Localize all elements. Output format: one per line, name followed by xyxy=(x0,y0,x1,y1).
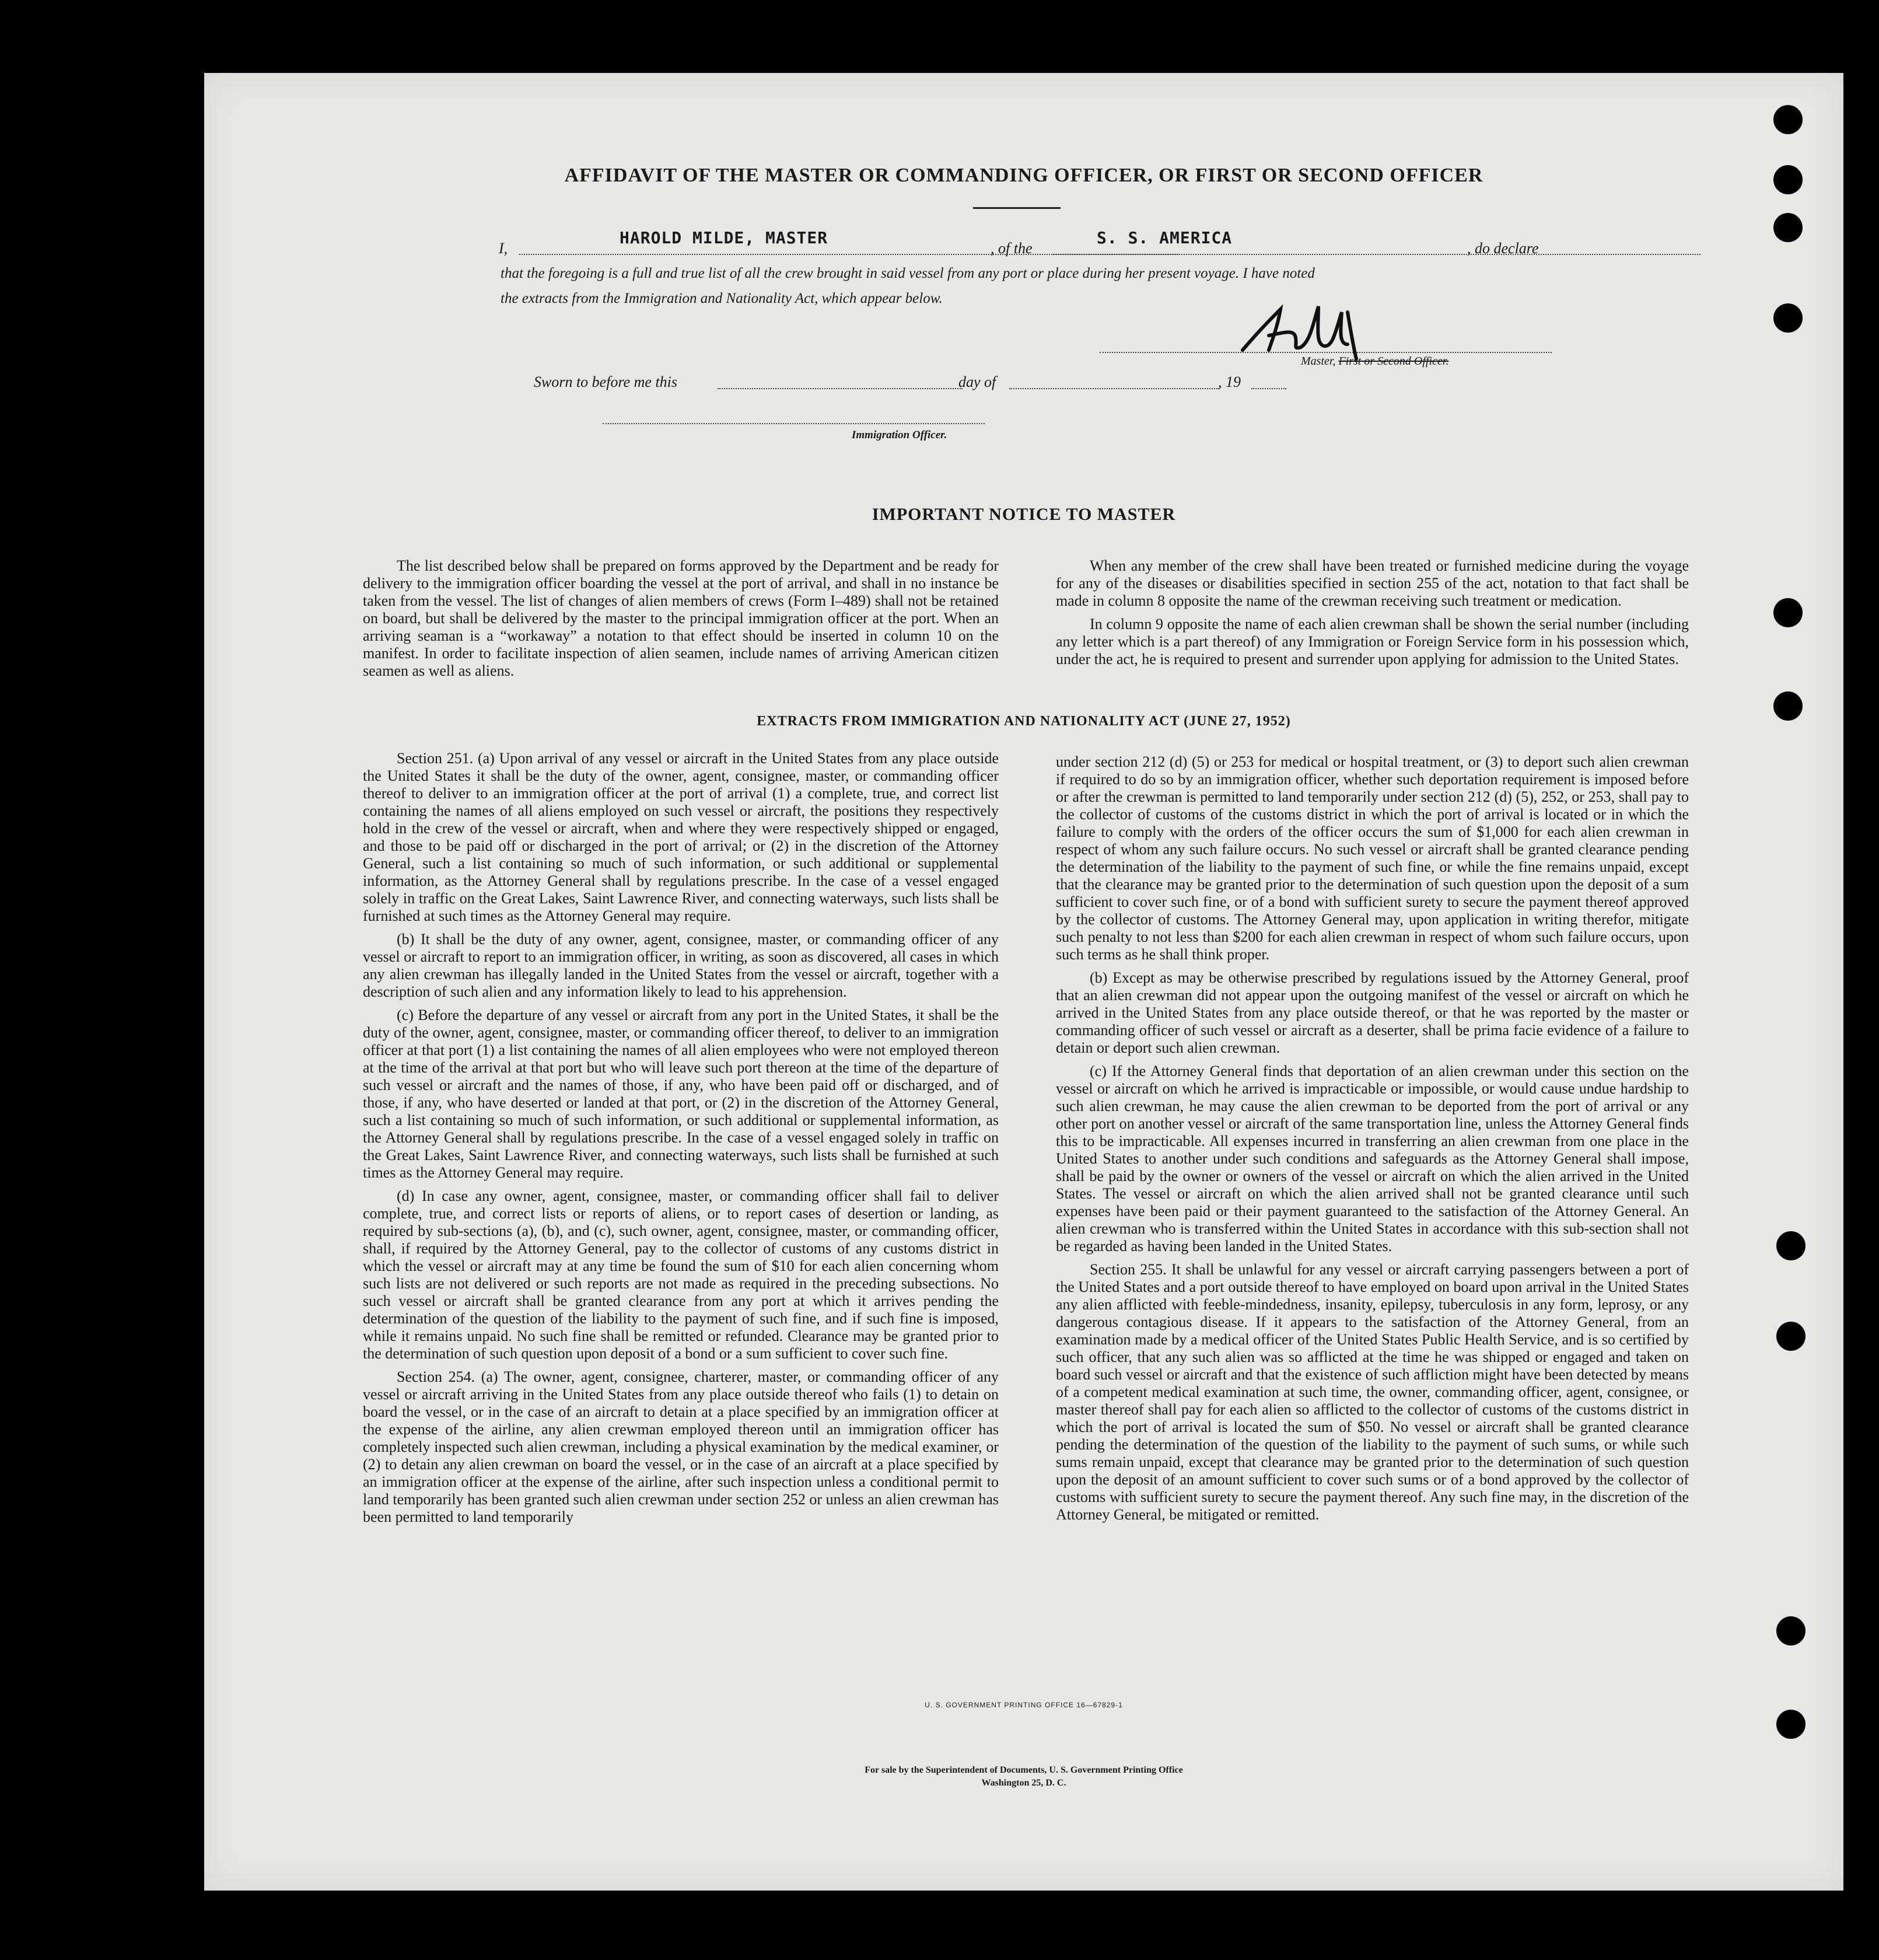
statement-line-2: the extracts from the Immigration and Nationality Act, which appear below. xyxy=(501,291,943,306)
punch-hole xyxy=(1773,105,1803,134)
punch-hole xyxy=(1776,1231,1805,1260)
master-name: HAROLD MILDE, MASTER xyxy=(620,228,828,247)
punch-hole xyxy=(1773,213,1803,242)
officer-signature-line xyxy=(603,423,985,424)
notice-right-paragraph-1: When any member of the crew shall have been treated or furnished medicine during the voyage for any of the diseases or disabilities specified in section 255 of the act, notation to that fact shall be made in column 8 opposite the name of the crewman receiving such treatment or medication. xyxy=(1056,557,1689,609)
title-rule xyxy=(973,207,1061,209)
signature-caption: Master, First or Second Officer. xyxy=(1301,355,1449,368)
do-declare-label: , do declare xyxy=(1467,240,1539,257)
section-254-a: Section 254. (a) The owner, agent, consignee, charterer, master, or commanding officer of any vessel or aircraft arriving in the United States from any place outside thereof who fails (1) to detain on board the vessel, or in the case of an aircraft to detain at a place specified by an immigration officer at the expense of the airline, any alien crewman employed thereon until an immigration officer has completely inspected such alien crewman, including a physical examination by the medical examiner, or (2) to detain any alien crewman on board the vessel, or in the case of an aircraft at a place specified by an immigration officer at the expense of the airline, after such inspection unless a conditional permit to land temporarily has been granted such alien crewman under section 252 or unless an alien crewman has been permitted to land temporarily xyxy=(363,1368,999,1525)
sworn-year-line xyxy=(1251,388,1286,389)
sworn-label: Sworn to before me this xyxy=(534,373,678,390)
printer-line: U. S. GOVERNMENT PRINTING OFFICE 16—67829-1 xyxy=(925,1701,1123,1709)
notice-left-column xyxy=(363,557,999,686)
section-251-c: (c) Before the departure of any vessel or aircraft from any port in the United States, it shall be the duty of the owner, agent, consignee, master, or commanding officer thereof, to deliver to an immigration officer at that port (1) a list containing the names of all alien employees who were not employed thereon at the time of the arrival at that port but who will leave such port thereon at the time of the departure of such vessel or aircraft and the names of those, if any, who have been paid off or discharged, and of those, if any, who have deserted or landed at that port, or (2) in the discretion of the Attorney General, such a list containing so much of such information, or such additional or supplemental information, as the Attorney General shall by regulations prescribe. In the case of a vessel engaged solely in traffic on the Great Lakes, Saint Lawrence River, and connecting waterways, such lists shall be furnished at such times as the Attorney General may require. xyxy=(363,1007,999,1181)
of-the-label: , of the xyxy=(991,240,1033,257)
notice-left-paragraph: The list described below shall be prepared on forms approved by the Department and be ready for delivery to the immigration officer boarding the vessel at the port of arrival, and shall in no instance be taken from the vessel. The list of changes of alien members of crews (Form I–489) shall not be retained on board, but shall be delivered by the master to the principal immigration officer at the port. When an arriving seaman is a “workaway” a notation to that effect should be inserted in column 10 on the manifest. In order to facilitate inspection of alien seamen, include names of arriving American citizen seamen as well as aliens. xyxy=(363,557,999,679)
form-page xyxy=(204,73,1843,1891)
vessel-name: S. S. AMERICA xyxy=(1097,228,1233,247)
section-251-a: Section 251. (a) Upon arrival of any vessel or aircraft in the United States from any place outside the United States it shall be the duty of the owner, agent, consignee, master, or commanding officer thereof to deliver to an immigration officer at the port of arrival (1) a complete, true, and correct list containing the names of all aliens employed on such vessel or aircraft, the positions they respectively hold in the crew of the vessel or aircraft, when and where they were respectively shipped or engaged, and those to be paid off or discharged in the port of arrival; or (2) in the discretion of the Attorney General, such a list containing so much of such information, or such additional or supplemental information, as the Attorney General shall by regulations prescribe. In the case of a vessel engaged solely in traffic on the Great Lakes, Saint Lawrence River, and connecting waterways, such lists shall be furnished at such times as the Attorney General may require. xyxy=(363,750,999,924)
punch-hole xyxy=(1773,691,1803,721)
notice-title: IMPORTANT NOTICE TO MASTER xyxy=(872,505,1176,524)
section-254-c: (c) If the Attorney General finds that deportation of an alien crewman under this section on the vessel or aircraft on which he arrived is impracticable or impossible, or would cause undue hardship to such alien crewman, he may cause the alien crewman to be deported from the port of arrival or any other port on another vessel or aircraft of the same transportation line, unless the Attorney General finds this to be impracticable. All expenses incurred in transferring an alien crewman from one place in the United States to another under such conditions and safeguards as the Attorney General shall impose, shall be paid by the owner or owners of the vessel or aircraft on which the alien arrived in the United States. The vessel or aircraft on which the alien arrived shall not be granted clearance until such expenses have been paid or their payment guaranteed to the satisfaction of the Attorney General. An alien crewman who is transferred within the United States in accordance with this sub-section shall not be regarded as having been landed in the United States. xyxy=(1056,1063,1689,1255)
section-254-a-cont: under section 212 (d) (5) or 253 for medical or hospital treatment, or (3) to deport such alien crewman if required to do so by an immigration officer, whether such deportation requirement is imposed before or after the crewman is permitted to land temporarily under section 212 (d) (5), 252, or 253, shall pay to the collector of customs of the customs district in which the port of arrival is located or in which the failure to comply with the orders of the officer occurs the sum of $1,000 for each alien crewman in respect of whom any such failure occurs. No such vessel or aircraft shall be granted clearance pending the determination of the liability to the payment of such fine, or while the fine remains unpaid, except that the clearance may be granted prior to the determination of such question upon the deposit of a sum sufficient to cover such fine, or of a bond with sufficient surety to secure the payment thereof approved by the collector of customs. The Attorney General may, upon application in writing therefor, mitigate such penalty to not less than $200 for each alien crewman in respect of whom such failure occurs, upon such terms as he shall think proper. xyxy=(1056,753,1689,963)
signature-scrawl xyxy=(1237,295,1388,365)
punch-hole xyxy=(1776,1710,1805,1739)
extracts-title: EXTRACTS FROM IMMIGRATION AND NATIONALITY ACT (JUNE 27, 1952) xyxy=(757,714,1291,729)
notice-right-column xyxy=(1056,557,1689,674)
prefix-i: I, xyxy=(499,240,508,257)
vessel-line xyxy=(1053,254,1700,255)
punch-hole xyxy=(1773,598,1803,627)
officer-caption: Immigration Officer. xyxy=(852,429,947,441)
section-251-d: (d) In case any owner, agent, consignee, master, or commanding officer shall fail to deliver complete, true, and correct lists or reports of aliens, or to report cases of desertion or landing, as required by sub-sections (a), (b), and (c), such owner, agent, consignee, master, or commanding officer, shall, if required by the Attorney General, pay to the collector of customs of any customs district in which the vessel or aircraft may at any time be found the sum of $10 for each alien concerning whom such lists are not delivered or such reports are not made as required in the preceding subsections. No such vessel or aircraft shall be granted clearance from any port at which it arrives pending the determination of the question of the liability to the payment of such fine, and if such fine is imposed, while it remains unpaid. No such fine shall be remitted or refunded. Clearance may be granted prior to the determination of such question upon deposit of a bond or a sum sufficient to cover such fine. xyxy=(363,1187,999,1362)
notice-right-paragraph-2: In column 9 opposite the name of each alien crewman shall be shown the serial number (including any letter which is a part thereof) of any Immigration or Foreign Service form in his possession which, under the act, he is required to present and surrender upon applying for admission to the United States. xyxy=(1056,616,1689,668)
year-prefix: , 19 xyxy=(1218,373,1241,390)
sale-line-1: For sale by the Superintendent of Documents, U. S. Government Printing Office xyxy=(865,1765,1183,1775)
extracts-right-column xyxy=(1056,753,1689,1529)
extracts-left-column xyxy=(363,750,999,1532)
punch-hole xyxy=(1776,1322,1805,1351)
sworn-day-line xyxy=(718,388,963,389)
section-255: Section 255. It shall be unlawful for any vessel or aircraft carrying passengers between a port of the United States and a port outside thereof to have employed on board upon arrival in the United States any alien afflicted with feeble-mindedness, insanity, epilepsy, tuberculosis in any form, leprosy, or any dangerous contagious disease. If it appears to the satisfaction of the Attorney General, from an examination made by a medical officer of the United States Public Health Service, and is so certified by such officer, that any such alien was so afflicted at the time he was shipped or engaged and taken on board such vessel or aircraft and that the existence of such affliction might have been detected by means of a competent medical examination at such time, the owner, commanding officer, agent, consignee, or master thereof shall pay for each alien so afflicted to the collector of customs of the customs district in which the port of arrival is located the sum of $50. No vessel or aircraft shall be granted clearance pending the determination of the question of the liability to the payment of such sums, or while such sums remain unpaid, except that clearance may be granted prior to the determination of such question upon the deposit of an amount sufficient to cover such sums or of a bond approved by the collector of customs with sufficient surety to secure the payment thereof. Any such fine may, in the discretion of the Attorney General, be mitigated or remitted. xyxy=(1056,1261,1689,1523)
punch-hole xyxy=(1773,165,1803,194)
punch-hole xyxy=(1773,303,1803,333)
punch-hole xyxy=(1776,1616,1805,1645)
day-of-label: day of xyxy=(958,373,996,390)
section-251-b: (b) It shall be the duty of any owner, agent, consignee, master, or commanding officer of any vessel or aircraft to report to an immigration officer, in writing, as soon as discovered, all cases in which any alien crewman has illegally landed in the United States from the vessel or aircraft, together with a description of such alien and any information likely to lead to his apprehension. xyxy=(363,931,999,1000)
sworn-month-line xyxy=(1009,388,1219,389)
section-254-b: (b) Except as may be otherwise prescribed by regulations issued by the Attorney General, proof that an alien crewman did not appear upon the outgoing manifest of the vessel or aircraft on which he arrived in the United States from any place outside thereof, or that he was reported by the master or commanding officer of such vessel or aircraft as a deserter, shall be prima facie evidence of a failure to detain or deport such alien crewman. xyxy=(1056,969,1689,1056)
statement-line-1: that the foregoing is a full and true list of all the crew brought in said vessel from any port or place during her present voyage. I have noted xyxy=(501,265,1315,281)
sale-line-2: Washington 25, D. C. xyxy=(981,1778,1066,1788)
affidavit-title: AFFIDAVIT OF THE MASTER OR COMMANDING OFFICER, OR FIRST OR SECOND OFFICER xyxy=(564,165,1483,186)
